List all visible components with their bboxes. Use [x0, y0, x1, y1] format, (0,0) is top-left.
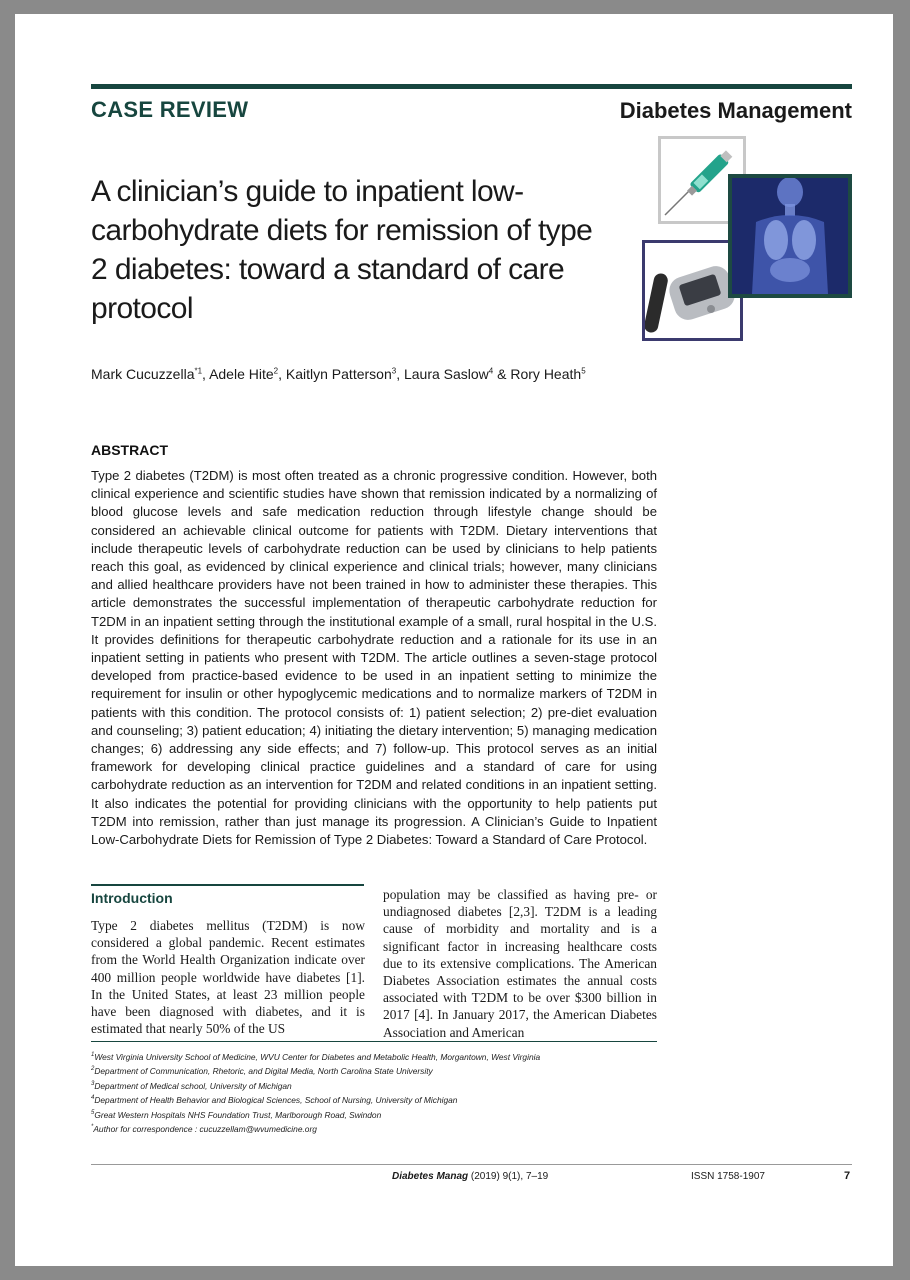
journal-page — [15, 14, 893, 1266]
author: Kaitlyn Patterson$^3$, — [285, 366, 404, 382]
footnote: $^3$Department of Medical school, University of Michigan — [91, 1080, 292, 1091]
footer-citation: Diabetes Manag (2019) 9(1), 7–19 — [392, 1171, 549, 1182]
abstract-heading: ABSTRACT — [91, 442, 168, 458]
section-label: CASE REVIEW — [91, 97, 249, 122]
intro-heading: Introduction — [91, 890, 173, 906]
article-title: A clinician’s guide to inpatient low-carbohydrate diets for remission of type 2 diabetes: toward a standard of care protocol — [91, 175, 593, 325]
intro-column-2: population may be classified as having pre- or undiagnosed diabetes [2,3]. T2DM is a leading cause of morbidity and mortality and is a significant factor in increasing healthcare costs due to its extensive complications. The American Diabetes Association estimates the annual costs associated with T2DM to be over $300 billion in 2017 [4]. In January 2017, the American Diabetes Association and American — [383, 887, 657, 1040]
footnote: $^4$Department of Health Behavior and Biological Sciences, School of Nursing, University of Michigan — [91, 1094, 458, 1105]
footnote: $^5$Great Western Hospitals NHS Foundation Trust, Marlborough Road, Swindon — [91, 1109, 382, 1120]
journal-name: Diabetes Management — [619, 98, 852, 123]
intro-column-1: Type 2 diabetes mellitus (T2DM) is now considered a global pandemic. Recent estimates from the World Health Organization indicate over 400 million people worldwide have diabetes [1]. In the United States, at least 23 million people have been diagnosed with diabetes, and it is estimated that nearly 50% of the US — [91, 918, 365, 1037]
footer-issn: ISSN 1758-1907 — [691, 1171, 765, 1182]
affiliation-footnotes — [91, 1049, 691, 1135]
author: Laura Saslow$^4$ & — [403, 366, 511, 382]
page-number: 7 — [844, 1170, 851, 1182]
author: Mark Cucuzzella$^{*1}$, — [91, 366, 210, 382]
footnote: $^1$West Virginia University School of Medicine, WVU Center for Diabetes and Metabolic Health, Morgantown, West Virginia — [91, 1051, 541, 1062]
header-rule — [91, 84, 852, 89]
footer-rule — [91, 1164, 852, 1165]
intro-rule — [91, 884, 364, 886]
footnote-rule — [91, 1041, 657, 1042]
footnote: *Author for correspondence : cucuzzellam@wvumedicine.org — [91, 1123, 317, 1134]
footnote: $^2$Department of Communication, Rhetoric, and Digital Media, North Carolina State University — [91, 1066, 433, 1077]
author-list — [91, 366, 586, 382]
abstract-text: Type 2 diabetes (T2DM) is most often treated as a chronic progressive condition. However, both clinical experience and scientific studies have shown that remission indicated by a normalizing of blood glucose levels and safe medication reduction through lifestyle change should be considered an achievable clinical outcome for patients with T2DM. Dietary interventions that include therapeutic levels of carbohydrate reduction can be used by clinicians to help patients reach this goal, as evidenced by clinical experience and clinical trials; however, many clinicians and allied healthcare providers have not been trained in how to administer these therapies. This article demonstrates the successful implementation of therapeutic carbohydrate reduction for T2DM in an inpatient setting through the institutional example of a small, rural hospital in the U.S. It provides definitions for therapeutic carbohydrate reduction and a rationale for its use in an inpatient setting in patients who present with T2DM. The article outlines a seven-stage protocol developed from practice-based evidence to be used in an inpatient setting to minimize the requirement for insulin or other hypoglycemic medications and to normalize markers of T2DM in patients with this condition. The protocol consists of: 1) patient selection; 2) pre-diet evaluation and counseling; 3) patient education; 4) initiating the dietary intervention; 5) managing medication changes; 6) addressing any side effects; and 7) follow-up. This protocol serves as an initial framework for developing clinical practice guidelines and a standard of care for using carbohydrate reduction as an intervention for T2DM and related conditions in an inpatient setting. It also indicates the potential for providing clinicians with the opportunity to help patients put T2DM into remission, rather than just manage its progression. A Clinician’s Guide to Inpatient Low-Carbohydrate Diets for Remission of Type 2 Diabetes: Toward a Standard of Care Protocol. — [91, 468, 657, 848]
anatomy-image — [728, 174, 852, 298]
author: Adele Hite$^2$, — [209, 366, 286, 382]
author: Rory Heath$^5$ — [510, 366, 586, 382]
